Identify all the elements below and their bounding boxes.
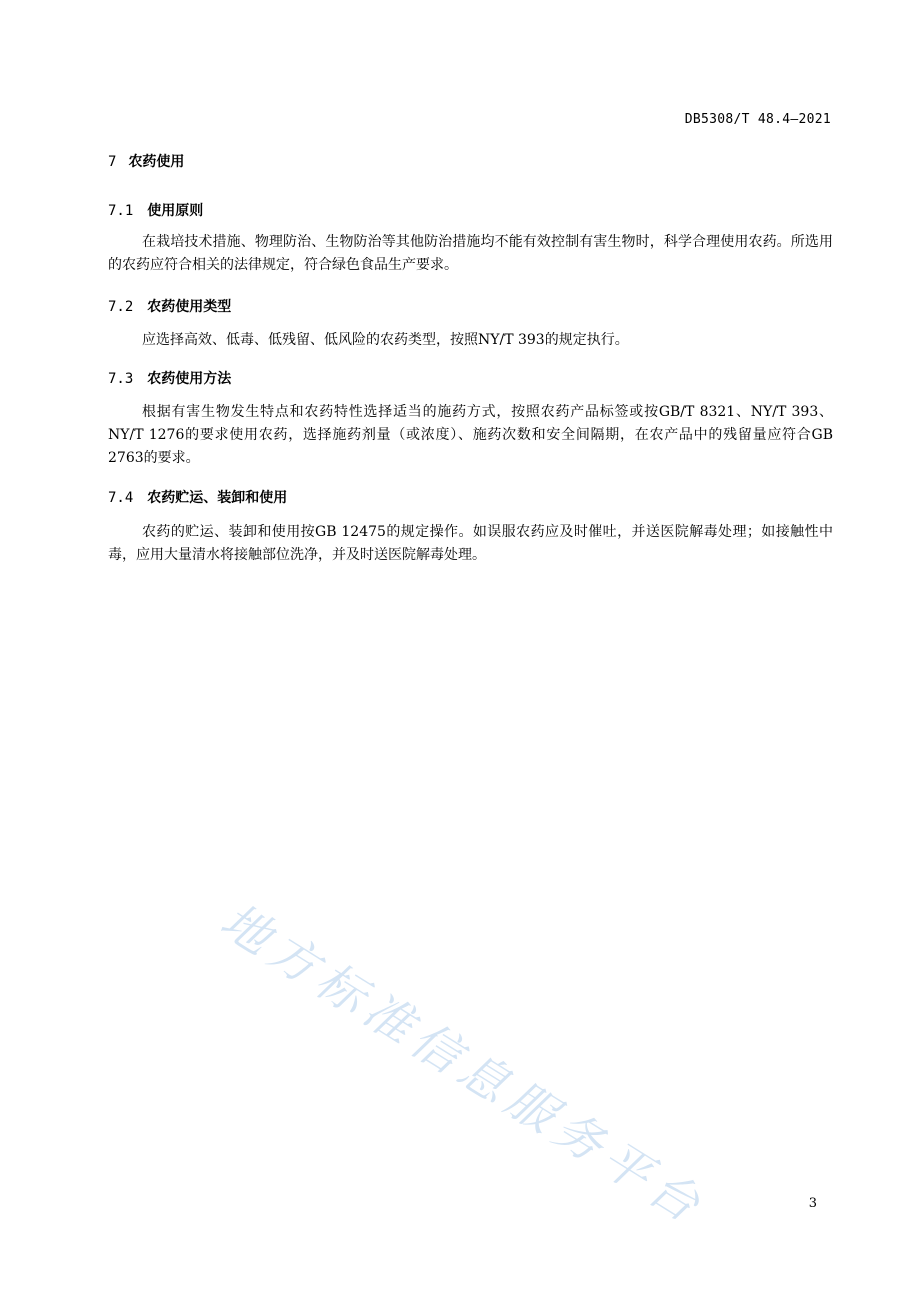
watermark: 地方标准信息服务平台 xyxy=(210,892,716,1237)
subsection-title: 农药使用类型 xyxy=(147,299,232,315)
page-number: 3 xyxy=(808,1196,817,1211)
subsection-number: 7.3 xyxy=(108,371,134,387)
section-number: 7 xyxy=(108,154,117,170)
subsection-paragraph-7-1: 在栽培技术措施、物理防治、生物防治等其他防治措施均不能有效控制有害生物时，科学合理使用农药。所选用的农药应符合相关的法律规定，符合绿色食品生产要求。 xyxy=(108,234,833,273)
subsection-paragraph-7-4: 农药的贮运、装卸和使用按GB 12475的规定操作。如误服农药应及时催吐，并送医院解毒处理；如接触性中毒，应用大量清水将接触部位洗净，并及时送医院解毒处理。 xyxy=(108,524,833,563)
subsection-title: 农药贮运、装卸和使用 xyxy=(147,490,288,506)
subsection-heading-7-1 xyxy=(108,200,203,220)
subsection-paragraph-7-3: 根据有害生物发生特点和农药特性选择适当的施药方式，按照农药产品标签或按GB/T 8321、NY/T 393、NY/T 1276的要求使用农药，选择施药剂量（或浓度）、施药次数和安全间隔期，在农产品中的残留量应符合GB 2763的要求。 xyxy=(108,404,833,466)
standard-code: DB5308/T 48.4—2021 xyxy=(684,112,831,127)
subsection-title: 使用原则 xyxy=(147,203,204,219)
section-title: 农药使用 xyxy=(128,154,185,170)
subsection-number: 7.1 xyxy=(108,203,134,219)
subsection-paragraph-7-2: 应选择高效、低毒、低残留、低风险的农药类型，按照NY/T 393的规定执行。 xyxy=(142,332,629,348)
subsection-heading-7-3 xyxy=(108,368,231,388)
subsection-number: 7.4 xyxy=(108,490,134,506)
subsection-heading-7-4 xyxy=(108,487,287,507)
subsection-heading-7-2 xyxy=(108,296,231,316)
section-heading xyxy=(108,151,184,171)
subsection-number: 7.2 xyxy=(108,299,134,315)
subsection-title: 农药使用方法 xyxy=(147,371,232,387)
